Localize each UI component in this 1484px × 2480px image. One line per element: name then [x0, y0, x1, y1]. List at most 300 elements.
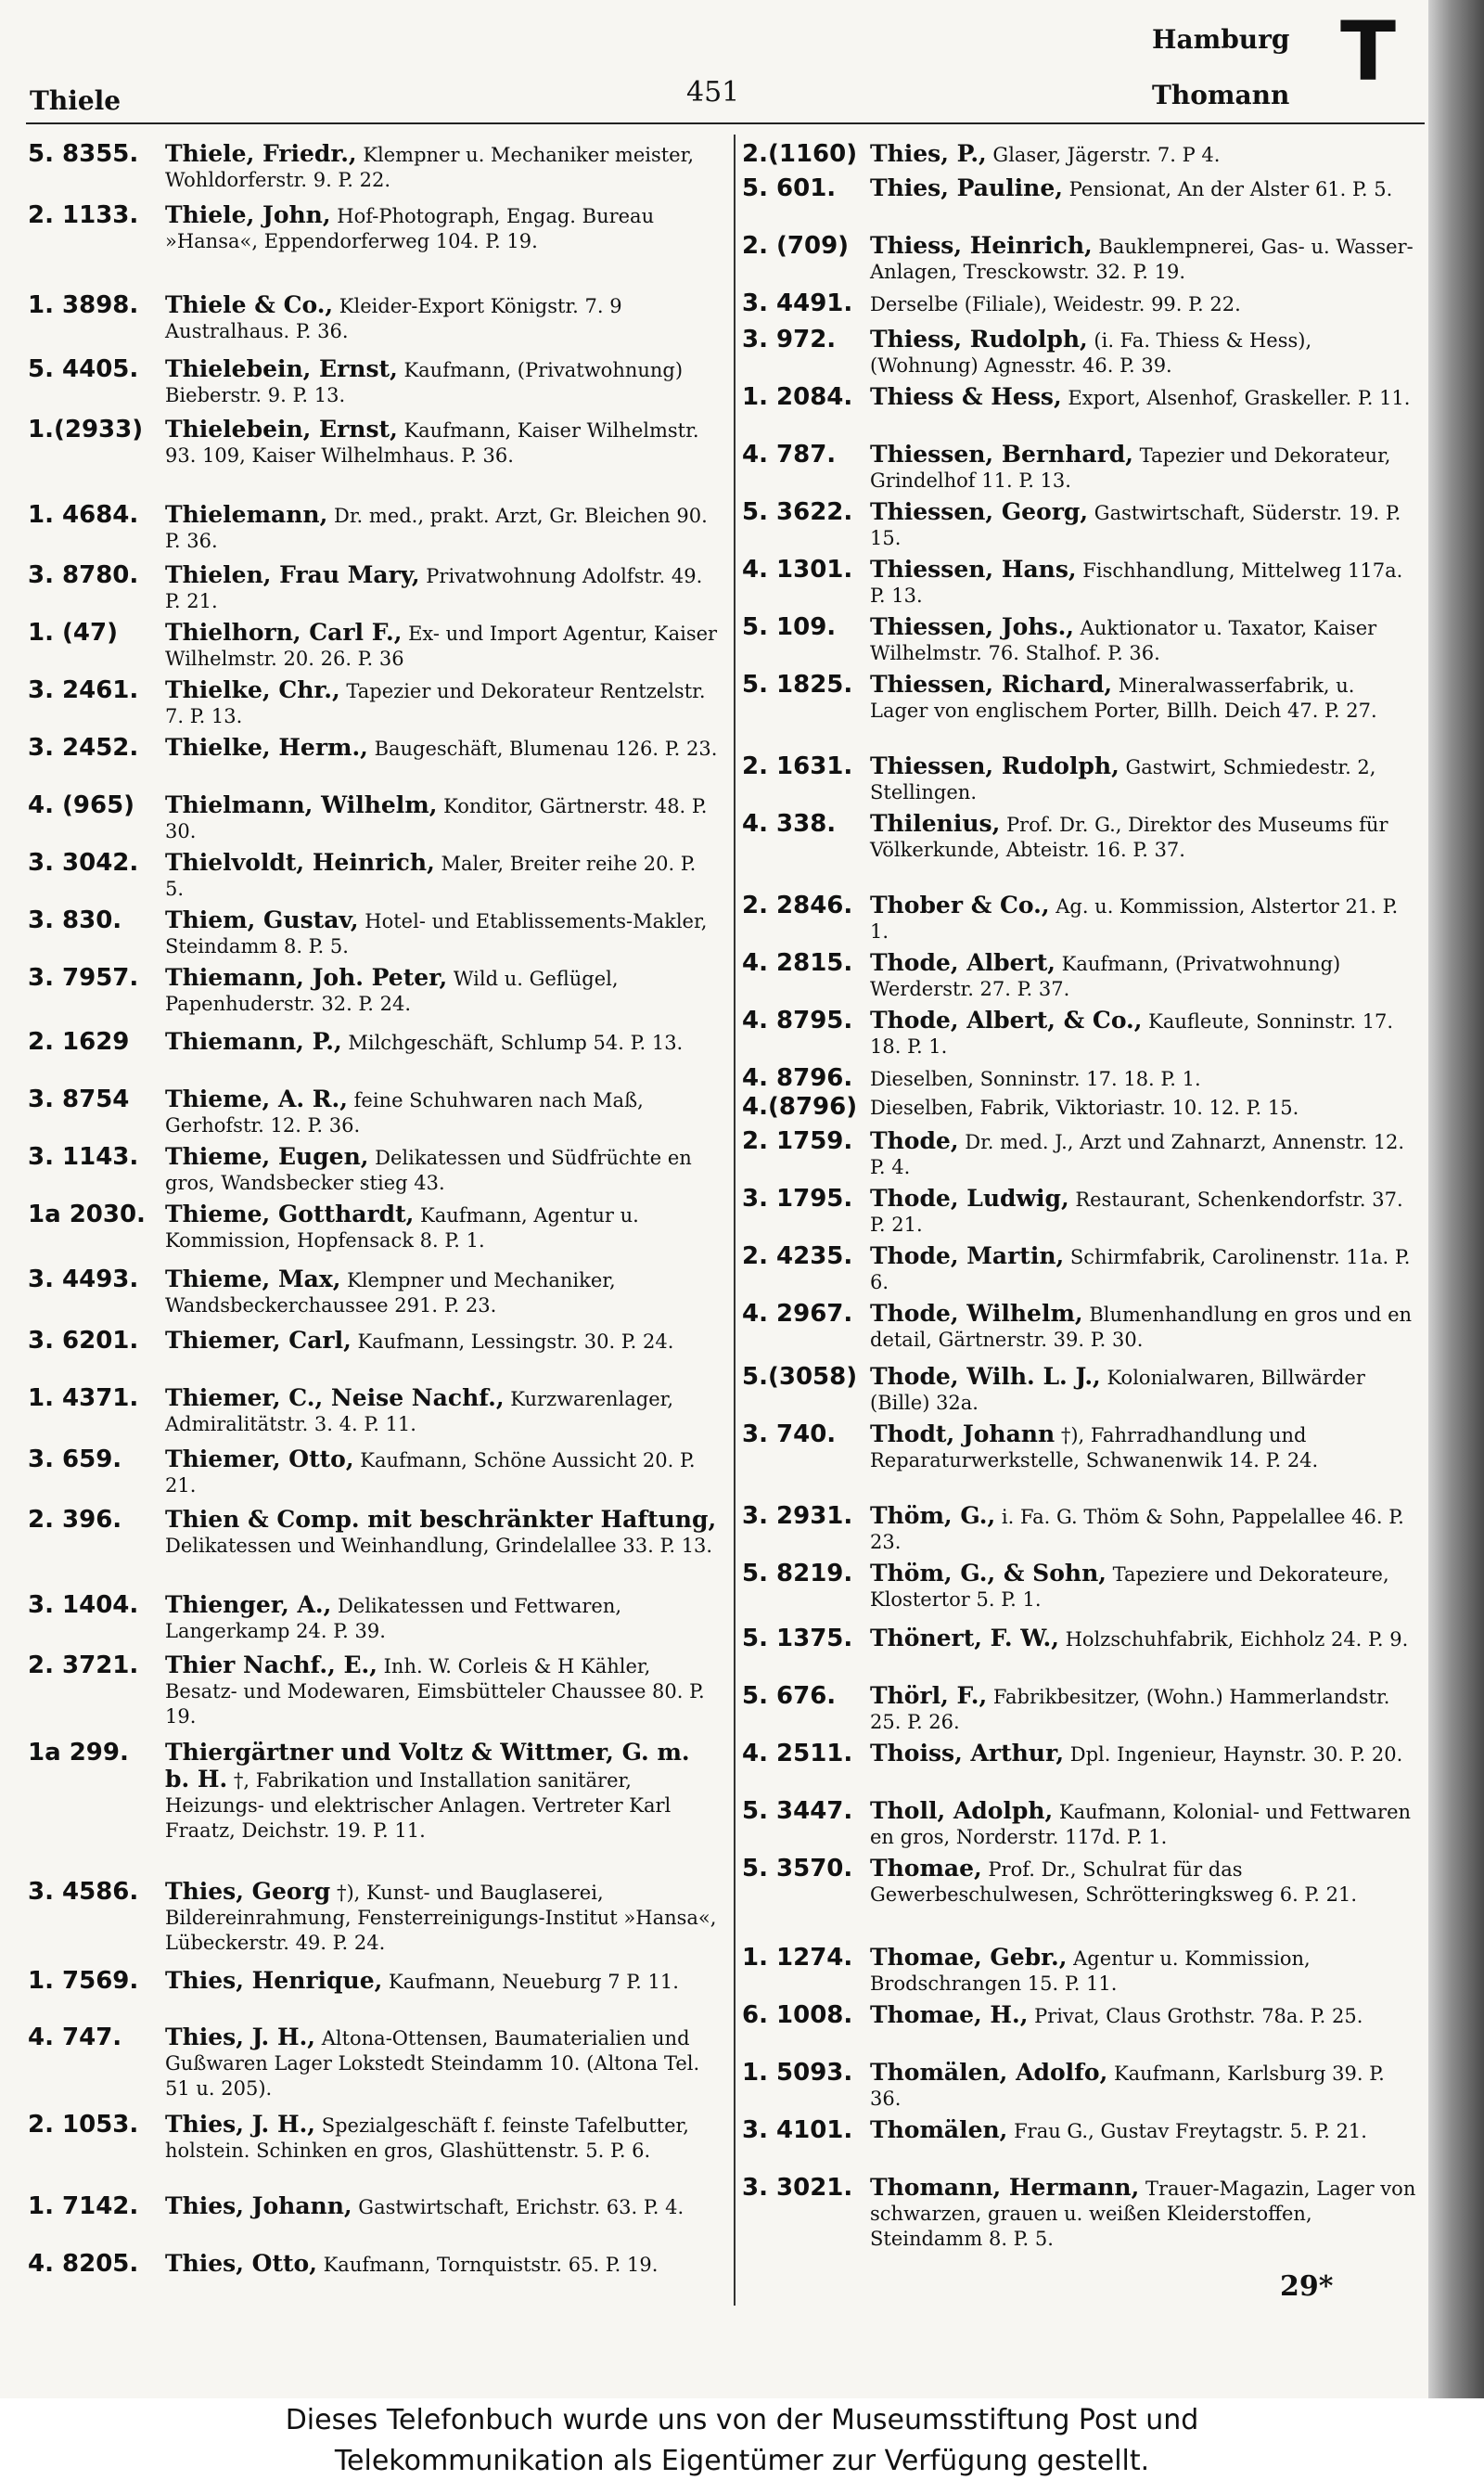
phone-number: 1. 5093. — [742, 2059, 853, 2087]
entry-text — [165, 620, 719, 672]
subscriber-name: Thiemer, C., Neise Nachf., — [165, 1384, 505, 1411]
directory-entry — [742, 1683, 1417, 1741]
entry-text — [870, 141, 1417, 168]
footer-line-1: Dieses Telefonbuch wurde uns von der Museumsstiftung Post und — [285, 2404, 1199, 2436]
phone-number: 1a 2030. — [28, 1201, 146, 1228]
entry-details: Maler, Breiter reihe 20. P. 5. — [165, 853, 697, 900]
subscriber-name: Thies, Henrique, — [165, 1967, 383, 1994]
directory-entry — [742, 327, 1417, 384]
directory-entry — [28, 1592, 719, 1652]
entry-details: (i. Fa. Thiess & Hess), (Wohnung) Agnesstr. 46. P. 39. — [870, 329, 1312, 377]
directory-entry — [28, 2251, 719, 2308]
entry-details: Fabrikbesitzer, (Wohn.) Hammerlandstr. 25. P. 26. — [870, 1686, 1390, 1733]
entry-details: Derselbe (Filiale), Weidestr. 99. P. 22. — [870, 293, 1241, 315]
entry-text — [870, 672, 1417, 724]
directory-entry — [742, 1856, 1417, 1945]
directory-entry — [742, 557, 1417, 614]
subscriber-name: Thöm, G., — [870, 1502, 996, 1529]
phone-number: 3. 4491. — [742, 289, 853, 317]
entry-details: Dpl. Ingenieur, Haynstr. 30. P. 20. — [1069, 1743, 1403, 1766]
directory-entry — [742, 384, 1417, 442]
subscriber-name: Thies, J. H., — [165, 2024, 315, 2050]
section-letter: T — [1340, 4, 1397, 99]
directory-entry — [742, 2060, 1417, 2117]
subscriber-name: Thiess & Hess, — [870, 383, 1062, 410]
entry-text — [870, 290, 1417, 317]
phone-number: 3. 1795. — [742, 1185, 853, 1213]
entry-details: Tapeziere und Dekorateure, Klostertor 5. P. 1. — [870, 1563, 1389, 1611]
entry-text — [870, 1503, 1417, 1555]
phone-number: 1. (47) — [28, 619, 118, 647]
phone-number: 5. 601. — [742, 174, 837, 202]
entry-text — [165, 1740, 719, 1844]
subscriber-name: Thoiss, Arthur, — [870, 1740, 1065, 1767]
subscriber-name: Thiessen, Rudolph, — [870, 752, 1119, 779]
entry-text — [165, 292, 719, 344]
subscriber-name: Thodt, Johann — [870, 1420, 1055, 1447]
phone-number: 1. 1274. — [742, 1944, 853, 1972]
subscriber-name: Thilenius, — [870, 810, 1001, 837]
entry-text — [870, 1683, 1417, 1735]
directory-entry — [28, 1086, 719, 1144]
entry-details: Dieselben, Fabrik, Viktoriastr. 10. 12. P. 15. — [870, 1097, 1299, 1119]
subscriber-name: Thies, P., — [870, 140, 987, 167]
phone-number: 5. 109. — [742, 613, 837, 641]
entry-text — [165, 502, 719, 554]
entry-text — [165, 965, 719, 1017]
entry-text — [165, 1029, 719, 1056]
subscriber-name: Thönert, F. W., — [870, 1625, 1059, 1651]
subscriber-name: Thielke, Herm., — [165, 734, 368, 761]
phone-number: 4. 8205. — [28, 2250, 139, 2278]
subscriber-name: Thier Nachf., E., — [165, 1651, 377, 1678]
entry-text — [165, 1879, 719, 1956]
header-rule — [26, 122, 1425, 124]
entry-details: Hof-Photograph, Engag. Bureau »Hansa«, Eppendorferweg 104. P. 19. — [165, 205, 655, 252]
subscriber-name: Thode, Wilh. L. J., — [870, 1363, 1101, 1390]
phone-number: 3. 1404. — [28, 1591, 139, 1619]
phone-number: 5. 1825. — [742, 671, 853, 699]
entry-text — [870, 1094, 1417, 1121]
directory-entry — [742, 442, 1417, 499]
directory-entry — [28, 417, 719, 502]
phone-number: 4. 1301. — [742, 556, 853, 584]
directory-entry — [28, 141, 719, 202]
directory-entry — [28, 1968, 719, 2024]
entry-details: †), Fahrradhandlung und Reparaturwerkstelle, Schwanenwik 14. P. 24. — [870, 1424, 1319, 1471]
phone-number: 3. 3042. — [28, 849, 139, 877]
phone-number: 5. 8355. — [28, 140, 139, 168]
phone-number: 4. 8795. — [742, 1007, 853, 1034]
subscriber-name: Thielebein, Ernst, — [165, 416, 398, 443]
phone-number: 3. 2452. — [28, 734, 139, 762]
subscriber-name: Thies, Pauline, — [870, 174, 1063, 201]
phone-number: 3. 4101. — [742, 2116, 853, 2144]
entry-details: Kaufmann, Kolonial- und Fettwaren en gros, Norderstr. 117d. P. 1. — [870, 1801, 1412, 1848]
phone-number: 4. 2511. — [742, 1740, 853, 1767]
directory-entry — [28, 1328, 719, 1385]
entry-details: Kaufmann, Tornquiststr. 65. P. 19. — [323, 2254, 659, 2276]
subscriber-name: Thomae, Gebr., — [870, 1944, 1068, 1971]
entry-details: Klempner und Mechaniker, Wandsbeckerchaussee 291. P. 23. — [165, 1269, 616, 1317]
entry-details: Export, Alsenhof, Graskeller. P. 11. — [1068, 387, 1411, 409]
entry-details: Dr. med., prakt. Arzt, Gr. Bleichen 90. P. 36. — [165, 505, 708, 552]
subscriber-name: Tholl, Adolph, — [870, 1797, 1054, 1824]
entry-text — [165, 1968, 719, 1995]
entry-details: Tapezier und Dekorateur, Grindelhof 11. P. 13. — [870, 444, 1391, 492]
entry-text — [870, 1008, 1417, 1060]
entry-details: †), Kunst- und Bauglaserei, Bildereinrahmung, Fensterreinigungs-Institut »Hansa«, Lübeckerstr. 49. P. 24. — [165, 1882, 717, 1954]
directory-entry — [742, 1625, 1417, 1683]
entry-text — [870, 1741, 1417, 1767]
entry-text — [870, 811, 1417, 863]
subscriber-name: Thomälen, Adolfo, — [870, 2059, 1108, 2086]
phone-number: 4. 787. — [742, 441, 837, 469]
directory-entry — [28, 1385, 719, 1446]
entry-details: Frau G., Gustav Freytagstr. 5. P. 21. — [1014, 2120, 1367, 2142]
directory-entry — [742, 1421, 1417, 1503]
entry-details: Kaufmann, Lessingstr. 30. P. 24. — [357, 1330, 674, 1353]
entry-details: Konditor, Gärtnerstr. 48. P. 30. — [165, 795, 708, 842]
entry-details: Altona-Ottensen, Baumaterialien und Gußwaren Lager Lokstedt Steindamm 10. (Altona Tel. 51 u. 205). — [165, 2027, 700, 2100]
directory-entry — [742, 950, 1417, 1008]
phone-number: 1. 4684. — [28, 501, 139, 529]
directory-entry — [742, 1186, 1417, 1243]
entry-text — [165, 2112, 719, 2164]
phone-number: 3. 6201. — [28, 1327, 139, 1355]
subscriber-name: Thiessen, Johs., — [870, 613, 1074, 640]
directory-entry — [742, 1364, 1417, 1421]
entry-text — [870, 614, 1417, 666]
entry-text — [165, 735, 719, 762]
entry-details: Bauklempnerei, Gas- u. Wasser-Anlagen, Tresckowstr. 32. P. 19. — [870, 236, 1414, 283]
directory-entry — [28, 562, 719, 620]
phone-number: 3. 7957. — [28, 964, 139, 992]
running-head-city: Hamburg — [1152, 24, 1290, 55]
directory-entry — [742, 1128, 1417, 1186]
phone-number: 5. 1375. — [742, 1625, 853, 1652]
entry-text — [870, 175, 1417, 202]
phone-number: 4. 747. — [28, 2024, 122, 2051]
directory-entry — [28, 1029, 719, 1086]
directory-entry — [742, 1008, 1417, 1065]
entry-text — [165, 1144, 719, 1196]
subscriber-name: Thomae, H., — [870, 2001, 1029, 2028]
entry-text — [870, 1945, 1417, 1997]
phone-number: 3. 972. — [742, 326, 837, 353]
directory-entry — [742, 233, 1417, 290]
entry-text — [870, 327, 1417, 379]
subscriber-name: Thiemer, Carl, — [165, 1327, 352, 1354]
phone-number: 2. 2846. — [742, 892, 853, 919]
subscriber-name: Thiessen, Richard, — [870, 671, 1113, 698]
entry-details: Kaufmann, (Privatwohnung) Werderstr. 27. P. 37. — [870, 953, 1341, 1000]
entry-details: Prof. Dr. G., Direktor des Museums für Völkerkunde, Abteistr. 16. P. 37. — [870, 814, 1388, 861]
right-column — [742, 141, 1417, 2256]
footer-line-2: Telekommunikation als Eigentümer zur Verfügung gestellt. — [334, 2445, 1150, 2477]
phone-number: 1. 7569. — [28, 1967, 139, 1995]
entry-details: Delikatessen und Fettwaren, Langerkamp 24. P. 39. — [165, 1595, 622, 1642]
entry-details: Hotel- und Etablissements-Makler, Steindamm 8. P. 5. — [165, 910, 708, 957]
entry-text — [165, 2024, 719, 2101]
entry-text — [165, 1385, 719, 1437]
entry-text — [870, 1065, 1417, 1092]
directory-entry — [28, 1446, 719, 1507]
entry-text — [165, 907, 719, 959]
subscriber-name: Thies, Georg — [165, 1878, 331, 1905]
subscriber-name: Thiele, John, — [165, 201, 331, 228]
running-head-left: Thiele — [30, 85, 122, 116]
directory-entry — [742, 2175, 1417, 2256]
phone-number: 1. 4371. — [28, 1384, 139, 1412]
directory-entry — [28, 2024, 719, 2112]
directory-entry — [28, 620, 719, 677]
phone-number: 3. 4493. — [28, 1266, 139, 1293]
entry-details: Pensionat, An der Alster 61. P. 5. — [1068, 178, 1393, 200]
entry-text — [165, 1446, 719, 1498]
entry-details: †, Fabrikation und Installation sanitärer, Heizungs- und elektrischer Anlagen. Vertreter Karl Fraatz, Deichstr. 19. P. 11. — [165, 1769, 672, 1842]
directory-entry — [742, 753, 1417, 811]
entry-details: Baugeschäft, Blumenau 126. P. 23. — [374, 738, 718, 760]
entry-details: Dieselben, Sonninstr. 17. 18. P. 1. — [870, 1068, 1201, 1090]
entry-text — [870, 753, 1417, 805]
subscriber-name: Thober & Co., — [870, 892, 1050, 919]
column-divider — [734, 135, 736, 2306]
directory-entry — [28, 202, 719, 292]
entry-details: feine Schuhwaren nach Maß, Gerhofstr. 12. P. 36. — [165, 1089, 644, 1137]
entry-details: Kaufmann, Neueburg 7 P. 11. — [389, 1971, 679, 1993]
page-number: 451 — [686, 76, 740, 109]
entry-text — [165, 677, 719, 729]
directory-entry — [28, 1266, 719, 1328]
directory-entry — [742, 614, 1417, 672]
directory-entry — [28, 356, 719, 417]
phone-number: 1. 3898. — [28, 291, 139, 319]
directory-entry — [742, 1741, 1417, 1798]
entry-details: Kaufmann, Schöne Aussicht 20. P. 21. — [165, 1449, 696, 1497]
phone-number: 2. (709) — [742, 232, 850, 260]
running-head-right: Thomann — [1152, 80, 1290, 110]
entry-text — [870, 2060, 1417, 2112]
directory-entry — [742, 1094, 1417, 1128]
page-edge — [1428, 0, 1484, 2398]
subscriber-name: Thieme, A. R., — [165, 1086, 348, 1112]
entry-text — [165, 562, 719, 614]
subscriber-name: Thomann, Hermann, — [870, 2174, 1140, 2201]
directory-entry — [742, 1065, 1417, 1094]
entry-details: Spezialgeschäft f. feinste Tafelbutter, holstein. Schinken en gros, Glashüttenstr. 5. P. 6. — [165, 2114, 689, 2162]
phone-number: 5. 676. — [742, 1682, 837, 1710]
subscriber-name: Thiessen, Hans, — [870, 556, 1077, 583]
entry-details: Privatwohnung Adolfstr. 49. P. 21. — [165, 565, 703, 612]
subscriber-name: Thieme, Gotthardt, — [165, 1201, 415, 1227]
phone-number: 5. 3447. — [742, 1797, 853, 1825]
entry-text — [165, 2251, 719, 2278]
entry-details: Gastwirtschaft, Erichstr. 63. P. 4. — [358, 2196, 684, 2218]
directory-entry — [28, 292, 719, 356]
phone-number: 3. 830. — [28, 906, 122, 934]
subscriber-name: Thode, Wilhelm, — [870, 1300, 1083, 1327]
phone-number: 5. 4405. — [28, 355, 139, 383]
entry-text — [165, 2193, 719, 2220]
entry-details: Blumenhandlung en gros und en detail, Gärtnerstr. 39. P. 30. — [870, 1304, 1413, 1351]
entry-text — [165, 1201, 719, 1253]
entry-text — [870, 950, 1417, 1002]
directory-entry — [742, 141, 1417, 175]
directory-entry — [28, 1144, 719, 1201]
subscriber-name: Thiess, Heinrich, — [870, 232, 1093, 259]
entry-details: Mineralwasserfabrik, u. Lager von englischem Porter, Billh. Deich 47. P. 27. — [870, 675, 1377, 722]
directory-entry — [28, 1652, 719, 1740]
subscriber-name: Thode, Martin, — [870, 1242, 1065, 1269]
entry-details: Wild u. Geflügel, Papenhuderstr. 32. P. 24. — [165, 968, 619, 1015]
subscriber-name: Thiele, Friedr., — [165, 140, 357, 167]
entry-details: Restaurant, Schenkendorfstr. 37. P. 21. — [870, 1189, 1403, 1236]
entry-details: Inh. W. Corleis & H Kähler, Besatz- und Modewaren, Eimsbütteler Chaussee 80. P. 19. — [165, 1655, 705, 1728]
subscriber-name: Thieme, Eugen, — [165, 1143, 369, 1170]
entry-text — [870, 1856, 1417, 1908]
entry-details: Ag. u. Kommission, Alstertor 21. P. 1. — [870, 895, 1399, 943]
entry-details: Delikatessen und Südfrüchte en gros, Wandsbecker stieg 43. — [165, 1147, 692, 1194]
entry-text — [870, 1798, 1417, 1850]
entry-text — [870, 384, 1417, 411]
directory-entry — [742, 175, 1417, 233]
entry-text — [870, 1364, 1417, 1416]
entry-details: Kaufmann, Karlsburg 39. P. 36. — [870, 2062, 1385, 2110]
entry-details: Prof. Dr., Schulrat für das Gewerbeschulwesen, Schrötteringksweg 6. P. 21. — [870, 1858, 1358, 1906]
phone-number: 3. 740. — [742, 1420, 837, 1448]
directory-entry — [28, 677, 719, 735]
subscriber-name: Thielhorn, Carl F., — [165, 619, 403, 646]
entry-details: Kleider-Export Königstr. 7. 9 Australhaus. P. 36. — [165, 295, 622, 342]
subscriber-name: Thies, Otto, — [165, 2250, 317, 2277]
entry-details: Kaufmann, (Privatwohnung) Bieberstr. 9. P. 13. — [165, 359, 684, 406]
phone-number: 2. 1053. — [28, 2111, 139, 2139]
phone-number: 2. 3721. — [28, 1651, 139, 1679]
subscriber-name: Thiessen, Bernhard, — [870, 441, 1133, 468]
entry-text — [870, 233, 1417, 285]
phone-number: 1. 2084. — [742, 383, 853, 411]
entry-details: Kolonialwaren, Billwärder (Bille) 32a. — [870, 1367, 1365, 1414]
directory-entry — [28, 850, 719, 907]
directory-entry — [742, 499, 1417, 557]
phone-number: 2. 1759. — [742, 1127, 853, 1155]
subscriber-name: Thienger, A., — [165, 1591, 332, 1618]
entry-details: Kaufmann, Agentur u. Kommission, Hopfensack 8. P. 1. — [165, 1204, 639, 1252]
phone-number: 4.(8796) — [742, 1093, 858, 1121]
phone-number: 3. 2931. — [742, 1502, 853, 1530]
directory-entry — [742, 811, 1417, 893]
phone-number: 5.(3058) — [742, 1363, 858, 1391]
directory-entry — [742, 893, 1417, 950]
entry-text — [870, 893, 1417, 944]
left-column — [28, 141, 719, 2308]
entry-text — [165, 356, 719, 408]
phone-number: 5. 3570. — [742, 1855, 853, 1882]
subscriber-name: Thode, Albert, — [870, 949, 1055, 976]
subscriber-name: Thiem, Gustav, — [165, 906, 359, 933]
phone-number: 2. 396. — [28, 1506, 122, 1534]
subscriber-name: Thiessen, Georg, — [870, 498, 1089, 525]
directory-entry — [28, 1201, 719, 1266]
subscriber-name: Thien & Comp. mit beschränkter Haftung, — [165, 1506, 717, 1533]
entry-details: Trauer-Magazin, Lager von schwarzen, grauen u. weißen Kleiderstoffen, Steindamm 8. P. 5. — [870, 2178, 1416, 2250]
directory-entry — [28, 1740, 719, 1879]
phone-number: 2. 1629 — [28, 1028, 130, 1056]
directory-entry — [28, 965, 719, 1029]
entry-details: Fischhandlung, Mittelweg 117a. P. 13. — [870, 559, 1403, 607]
directory-entry — [742, 1301, 1417, 1364]
directory-entry — [742, 1945, 1417, 2002]
phone-number: 4. 2815. — [742, 949, 853, 977]
phone-number: 3. 659. — [28, 1446, 122, 1473]
phone-number: 1.(2933) — [28, 416, 144, 443]
phone-number: 4. 338. — [742, 810, 837, 838]
subscriber-name: Thiergärtner und Voltz & Wittmer, G. m. b. H. — [165, 1739, 690, 1793]
phone-number: 2. 1631. — [742, 752, 853, 780]
subscriber-name: Thiess, Rudolph, — [870, 326, 1088, 353]
entry-text — [870, 499, 1417, 551]
entry-text — [870, 1128, 1417, 1180]
phone-number: 3. 4586. — [28, 1878, 139, 1906]
directory-entry — [28, 735, 719, 792]
entry-details: Tapezier und Dekorateur Rentzelstr. 7. P. 13. — [165, 680, 706, 727]
entry-text — [870, 557, 1417, 609]
entry-details: Delikatessen und Weinhandlung, Grindelallee 33. P. 13. — [165, 1535, 713, 1557]
phone-number: 2. 1133. — [28, 201, 139, 229]
subscriber-name: Thiemann, P., — [165, 1028, 342, 1055]
entry-text — [165, 1592, 719, 1644]
directory-entry — [742, 1798, 1417, 1856]
directory-entry — [742, 1243, 1417, 1301]
entry-text — [165, 792, 719, 844]
entry-text — [165, 1266, 719, 1318]
entry-details: Dr. med. J., Arzt und Zahnarzt, Annenstr. 12. P. 4. — [870, 1131, 1405, 1178]
signature-mark: 29* — [1280, 2270, 1334, 2303]
subscriber-name: Thielke, Chr., — [165, 676, 340, 703]
entry-text — [870, 1625, 1417, 1652]
directory-entry — [742, 1561, 1417, 1625]
entry-text — [870, 1243, 1417, 1295]
phone-number: 3. 3021. — [742, 2174, 853, 2202]
directory-entry — [742, 290, 1417, 327]
entry-details: Ex- und Import Agentur, Kaiser Wilhelmstr. 20. 26. P. 36 — [165, 623, 718, 670]
entry-details: Kurzwarenlager, Admiralitätstr. 3. 4. P. 11. — [165, 1388, 674, 1435]
subscriber-name: Thies, Johann, — [165, 2192, 352, 2219]
subscriber-name: Thieme, Max, — [165, 1266, 341, 1292]
subscriber-name: Thöm, G., & Sohn, — [870, 1560, 1107, 1587]
phone-number: 3. 8754 — [28, 1086, 130, 1113]
entry-text — [870, 2002, 1417, 2029]
footer-notice — [0, 2398, 1484, 2480]
directory-entry — [28, 1879, 719, 1968]
entry-text — [165, 1086, 719, 1138]
entry-text — [870, 1186, 1417, 1238]
entry-text — [165, 1507, 719, 1559]
phone-number: 5. 8219. — [742, 1560, 853, 1587]
entry-text — [165, 417, 719, 469]
phone-number: 1. 7142. — [28, 2192, 139, 2220]
entry-details: Schirmfabrik, Carolinenstr. 11a. P. 6. — [870, 1246, 1411, 1293]
subscriber-name: Thomälen, — [870, 2116, 1008, 2143]
directory-entry — [742, 2117, 1417, 2175]
directory-entry — [28, 2112, 719, 2193]
subscriber-name: Thode, Albert, & Co., — [870, 1007, 1143, 1034]
subscriber-name: Thielen, Frau Mary, — [165, 561, 420, 588]
entry-text — [870, 2175, 1417, 2252]
phone-number: 6. 1008. — [742, 2001, 853, 2029]
phone-number: 1a 299. — [28, 1739, 129, 1767]
